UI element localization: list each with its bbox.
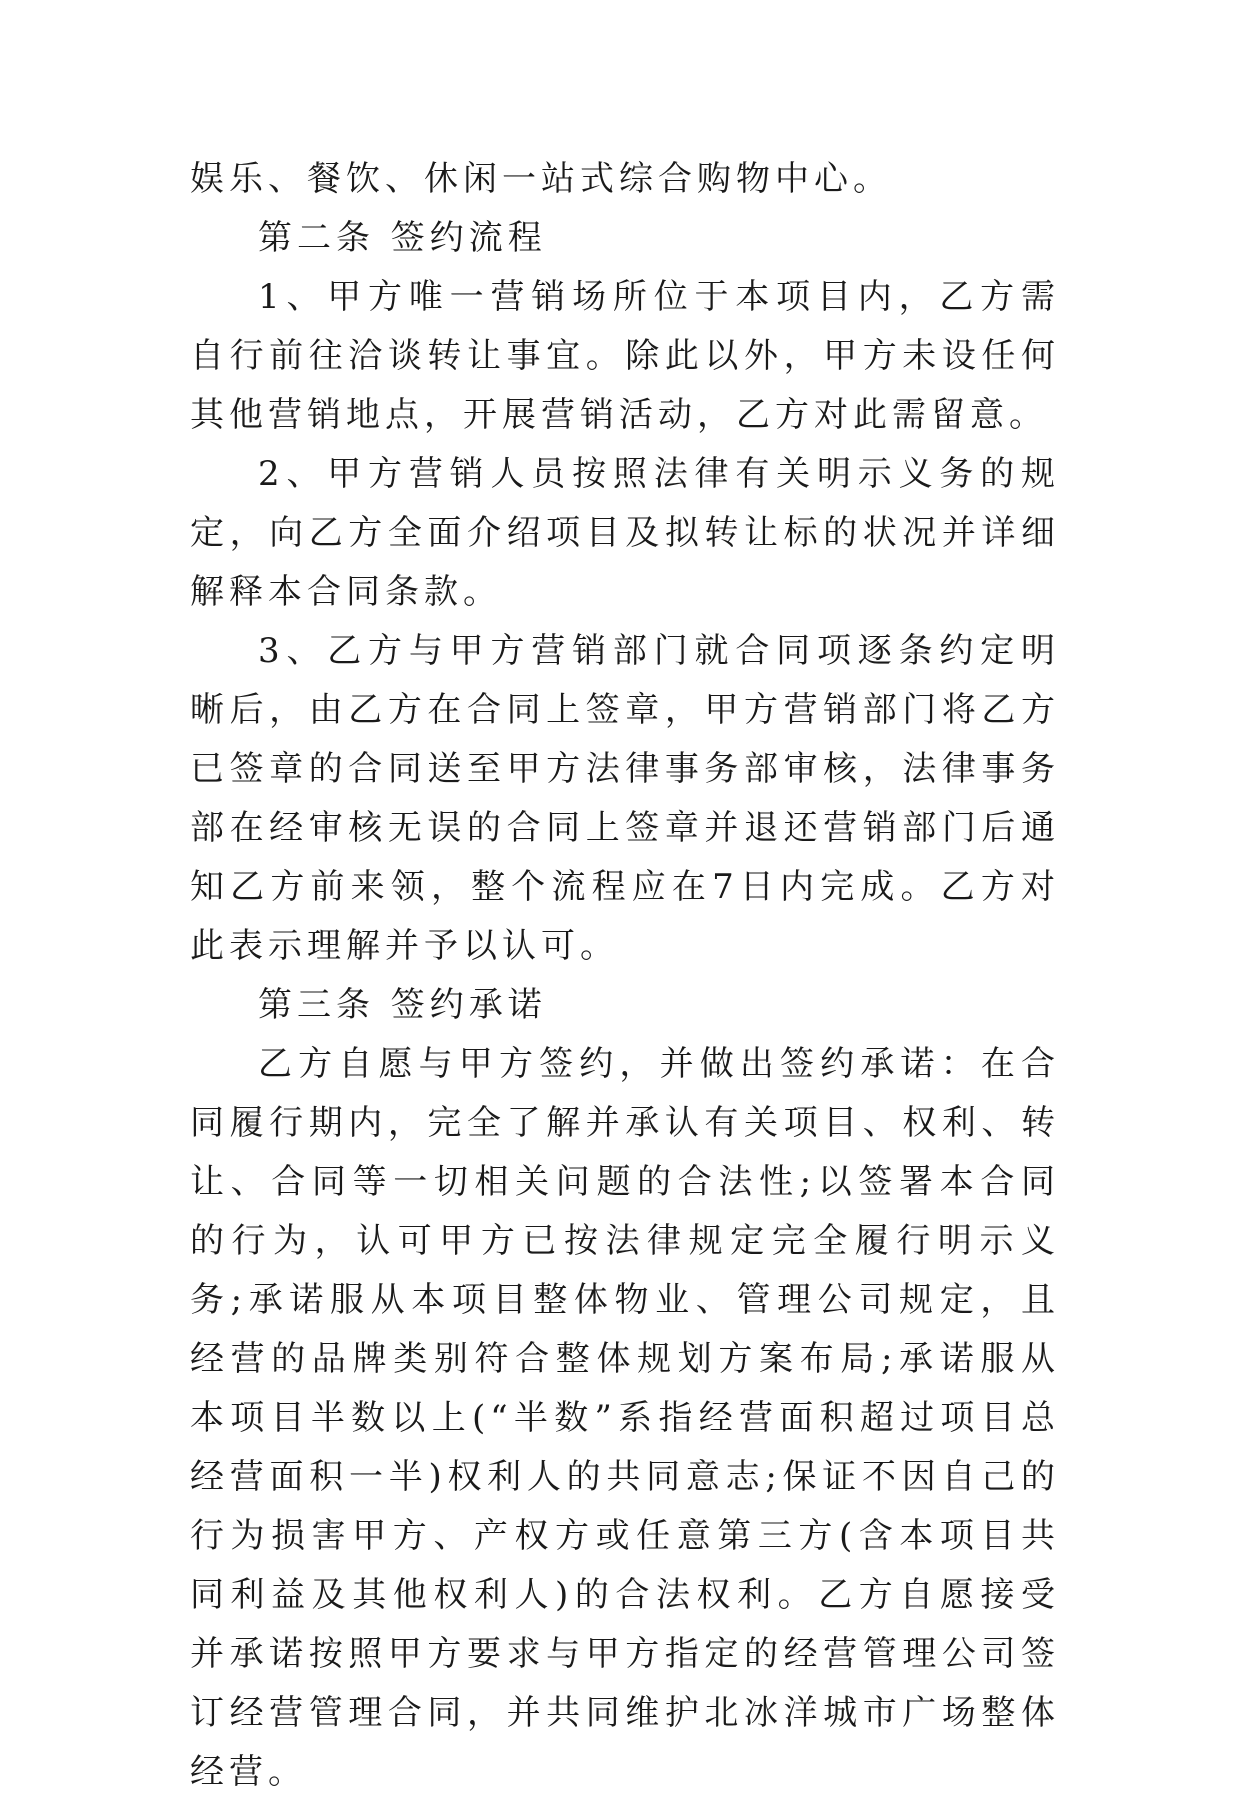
- paragraph-clause-3: 乙方自愿与甲方签约，并做出签约承诺：在合同履行期内，完全了解并承认有关项目、权利、转让、合同等一切相关问题的合法性;以签署本合同的行为，认可甲方已按法律规定完全履行明示义务;承诺服从本项目整体物业、管理公司规定，且经营的品牌类别符合整体规划方案布局;承诺服从本项目半数以上(“半数”系指经营面积超过项目总经营面积一半)权利人的共同意志;保证不因自己的行为损害甲方、产权方或任意第三方(含本项目共同利益及其他权利人)的合法权利。乙方自愿接受并承诺按照甲方要求与甲方指定的经营管理公司签订经营管理合同，并共同维护北冰洋城市广场整体经营。: [190, 1044, 1060, 1792]
- section-heading-3: 第三条 签约承诺: [258, 985, 547, 1025]
- paragraph-clause-2-2: 2、甲方营销人员按照法律有关明示义务的规定，向乙方全面介绍项目及拟转让标的状况并详细解释本合同条款。: [190, 454, 1060, 612]
- paragraph-continuation: 娱乐、餐饮、休闲一站式综合购物中心。: [190, 159, 892, 199]
- paragraph-clause-2-1: 1、甲方唯一营销场所位于本项目内，乙方需自行前往洽谈转让事宜。除此以外，甲方未设任何其他营销地点，开展营销活动，乙方对此需留意。: [190, 277, 1060, 435]
- section-heading-2: 第二条 签约流程: [258, 218, 547, 258]
- document-page: [190, 150, 1060, 1802]
- paragraph-clause-2-3: 3、乙方与甲方营销部门就合同项逐条约定明晰后，由乙方在合同上签章，甲方营销部门将乙方已签章的合同送至甲方法律事务部审核，法律事务部在经审核无误的合同上签章并退还营销部门后通知乙方前来领，整个流程应在7日内完成。乙方对此表示理解并予以认可。: [190, 631, 1060, 966]
